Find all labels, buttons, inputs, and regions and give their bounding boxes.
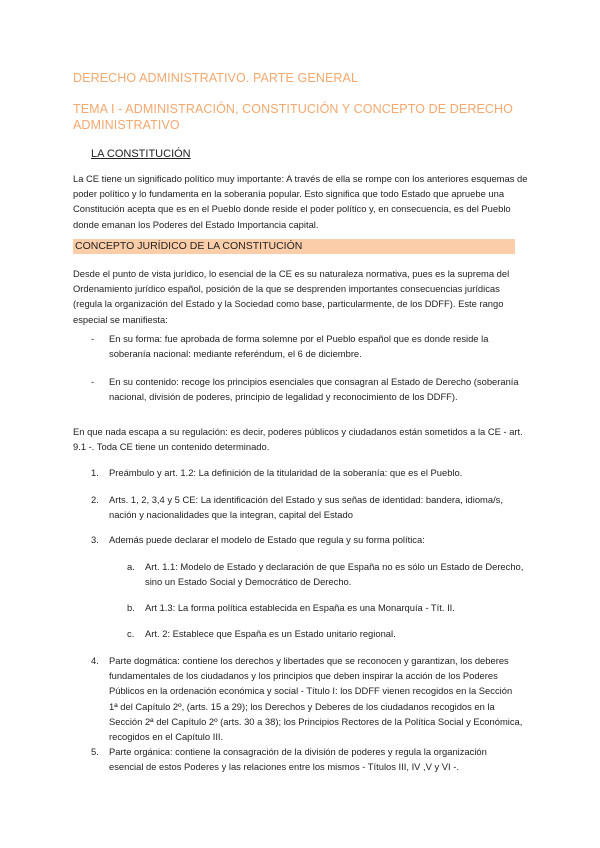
list-item-text: Art 1.3: La forma política establecida en España es una Monarquía - Tít. II. xyxy=(145,602,455,613)
list-item-text: Además puede declarar el modelo de Estado que regula y su forma política: xyxy=(109,534,425,545)
list-marker: 1. xyxy=(91,467,99,478)
sub-item-b xyxy=(127,600,527,615)
list-marker: c. xyxy=(127,628,135,639)
list-item-text: Art. 1.1: Modelo de Estado y declaración de que España no es sólo un Estado de Derecho, sino un Estado Social y Democrático de Derecho. xyxy=(145,561,524,588)
paragraph-regulacion: En que nada escapa a su regulación: es decir, poderes públicos y ciudadanos están sometidos a la CE - art. 9.1 -. Toda CE tiene un contenido determinado. xyxy=(73,426,523,453)
numbered-item-1 xyxy=(91,465,523,480)
document-title: DERECHO ADMINISTRATIVO. PARTE GENERAL xyxy=(73,71,358,85)
paragraph-concepto-juridico: Desde el punto de vista jurídico, lo esencial de la CE es su naturaleza normativa, pues es la suprema del Ordenamiento jurídico español, posición de la que se desprenden importantes consecuencias jurídicas (regula la organización del Estado y la Sociedad como base, particularmente, de los DDFF). Este rango especial se manifiesta: xyxy=(73,268,510,325)
section-heading-constitucion: LA CONSTITUCIÓN xyxy=(91,148,191,160)
paragraph-constitucion: La CE tiene un significado político muy importante: A través de ella se rompe con los anteriores esquemas de poder político y lo fundamenta en la soberanía popular. Esto significa que todo Estado que apruebe una Constitución acepta que es en el Pueblo donde reside el poder político y, en consecuencia, es del Pueblo donde emanan los Poderes del Estado Importancia capital. xyxy=(73,173,528,230)
list-item-text: Art. 2: Establece que España es un Estado unitario regional. xyxy=(145,628,396,639)
list-item-text: Parte orgánica: contiene la consagración de la división de poderes y regula la organización esencial de estos Poderes y las relaciones entre los mismos - Títulos III, IV ,V y VI -. xyxy=(109,746,487,773)
numbered-item-3 xyxy=(91,532,523,547)
list-marker: 3. xyxy=(91,534,99,545)
list-item-text: En su forma: fue aprobada de forma solemne por el Pueblo español que es donde reside la soberanía nacional: mediante referéndum, el 6 de diciembre. xyxy=(109,333,489,360)
list-item-text: Parte dogmática: contiene los derechos y libertades que se reconocen y garantizan, los deberes fundamentales de los ciudadanos y los principios que deben inspirar la acción de los Poderes Públicos en la ordenación económica y social - Título I: los DDFF vienen recogidos en la Sección 1ª del Capítulo 2º, (arts. 15 a 29); los Derechos y Deberes de los ciudadanos recogidos en la Sección 2ª del Capítulo 2º (arts. 30 a 38); los Principios Rectores de la Política Social y Económica, recogidos en el Capítulo III. xyxy=(109,655,523,743)
list-marker: b. xyxy=(127,602,135,613)
list-item-text: En su contenido: recoge los principios esenciales que consagran al Estado de Derecho (soberanía nacional, división de poderes, principio de legalidad y reconocimiento de los DDFF). xyxy=(109,376,519,403)
numbered-item-5 xyxy=(91,744,523,774)
sub-item-a xyxy=(127,559,527,589)
list-item-text: Arts. 1, 2, 3,4 y 5 CE: La identificación del Estado y sus señas de identidad: bandera, idioma/s, nación y nacionalidades que la integran, capital del Estado xyxy=(109,494,503,521)
section-heading-concepto-juridico: CONCEPTO JURÍDICO DE LA CONSTITUCIÓN xyxy=(73,239,515,254)
list-marker: - xyxy=(91,376,95,387)
numbered-item-2 xyxy=(91,492,523,522)
list-marker: a. xyxy=(127,561,135,572)
sub-item-c xyxy=(127,626,527,641)
list-item-forma xyxy=(91,331,523,361)
list-item-contenido xyxy=(91,374,523,404)
topic-title: TEMA I - ADMINISTRACIÓN, CONSTITUCIÓN Y CONCEPTO DE DERECHO ADMINISTRATIVO xyxy=(73,102,513,132)
list-marker: 4. xyxy=(91,655,99,666)
list-marker: 2. xyxy=(91,494,99,505)
list-marker: - xyxy=(91,333,95,344)
numbered-item-4 xyxy=(91,653,523,744)
list-item-text: Preámbulo y art. 1.2: La definición de la titularidad de la soberanía: que es el Pueblo. xyxy=(109,467,463,478)
list-marker: 5. xyxy=(91,746,99,757)
